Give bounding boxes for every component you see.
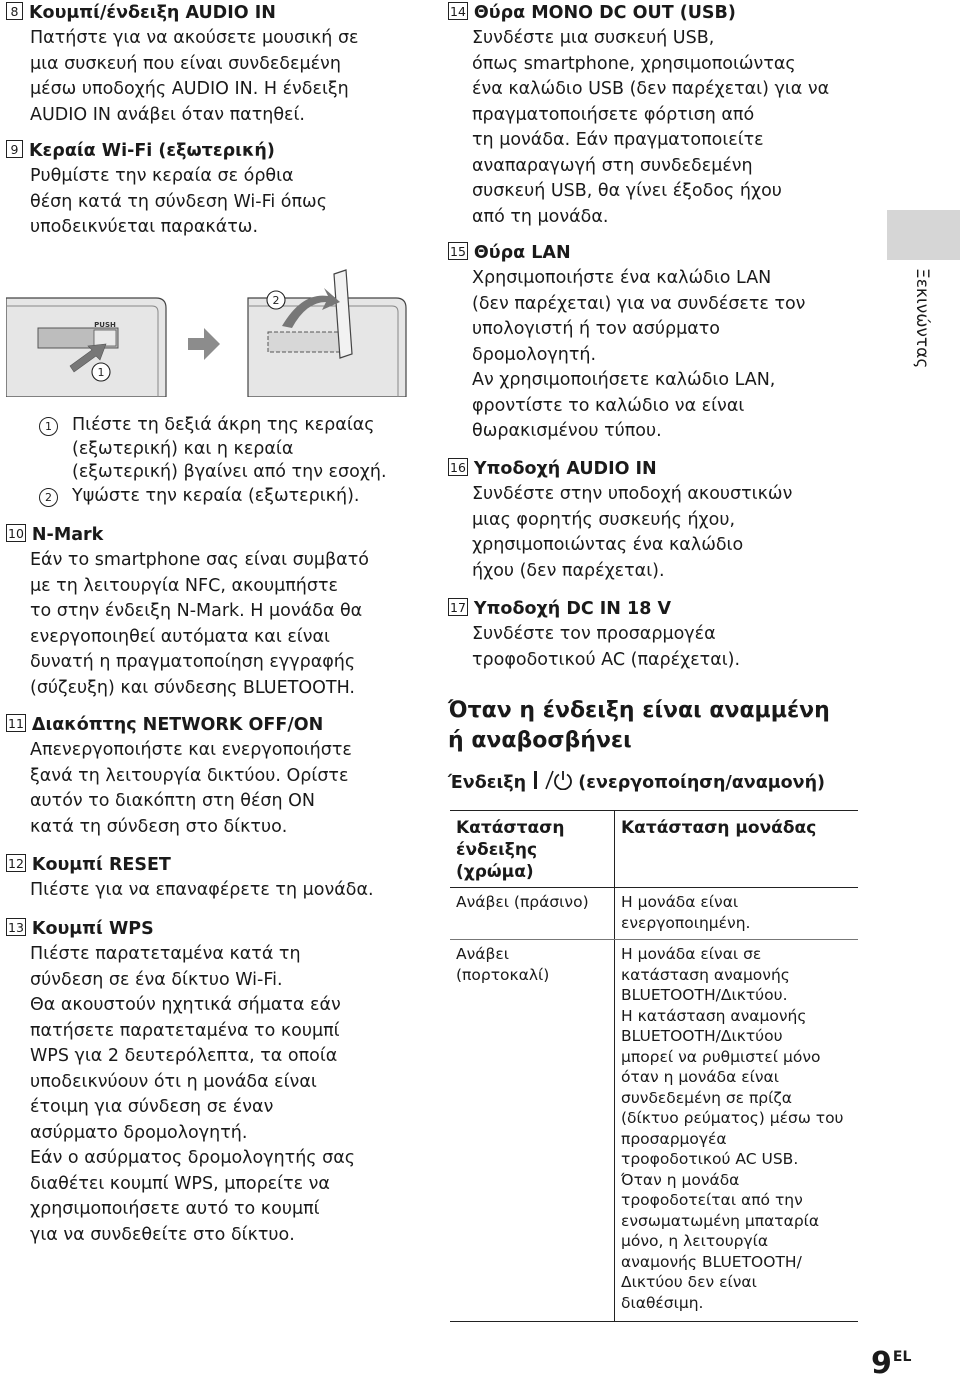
body-line: υπολογιστή ή τον ασύρματο	[472, 319, 720, 339]
item-body	[6, 878, 416, 904]
body-line: υποδεικνύεται παρακάτω.	[30, 217, 259, 237]
cell-line: κατάσταση αναμονής	[621, 965, 790, 984]
body-line: μια συσκευή που είναι συνδεδεμένη	[30, 53, 341, 74]
state-cell	[450, 940, 615, 1322]
header-line: (χρώμα)	[456, 862, 534, 882]
item-title: Κουμπί WPS	[31, 919, 154, 939]
cell-line: BLUETOOTH/Δικτύου.	[621, 986, 788, 1004]
body-line: έτοιμη για σύνδεση σε έναν	[30, 1097, 274, 1117]
item-number: 14	[450, 4, 466, 19]
page-number	[871, 1340, 911, 1381]
item-body	[6, 164, 416, 241]
cell-line: μπορεί να ρυθμιστεί μόνο	[621, 1047, 821, 1066]
item-title: Κουμπί RESET	[31, 855, 171, 875]
power-standby-icon	[532, 770, 572, 790]
body-line: με τη λειτουργία NFC, ακουμπήστε	[30, 575, 338, 596]
item-reset-button	[6, 852, 416, 904]
body-line: Πιέστε παρατεταμένα κατά τη	[30, 944, 301, 964]
item-body	[448, 622, 878, 673]
body-line: δυνατή η πραγματοποίηση εγγραφής	[30, 652, 356, 672]
item-title: Θύρα MONO DC OUT (USB)	[473, 3, 736, 23]
body-line: αυτόν το διακόπτη στη θέση ON	[30, 791, 316, 811]
item-wps-button	[6, 916, 416, 1248]
cell-line: Ανάβει	[456, 945, 509, 963]
cell-line: προσαρμογέα	[621, 1129, 727, 1148]
step-2	[30, 485, 387, 509]
body-line: μέσω υποδοχής AUDIO IN. Η ένδειξη	[30, 79, 349, 99]
item-title: Υποδοχή AUDIO IN	[473, 459, 657, 479]
body-line: το στην ένδειξη N-Mark. Η μονάδα θα	[30, 601, 363, 621]
body-line: Συνδέστε τον προσαρμογέα	[472, 624, 716, 644]
header-line: Κατάσταση	[456, 818, 565, 838]
callout-number: 2	[272, 294, 280, 307]
callout-number: 1	[97, 366, 105, 379]
cell-line: Όταν η μονάδα	[621, 1170, 740, 1189]
cell-line: ενσωματωμένη μπαταρία	[621, 1211, 820, 1230]
item-dc-in	[448, 596, 878, 673]
item-number: 13	[8, 920, 24, 935]
body-line: διαθέτει κουμπί WPS, μπορείτε να	[30, 1173, 330, 1194]
cell-line: τροφοδοτικού AC USB.	[621, 1150, 799, 1168]
antenna-steps	[30, 414, 387, 508]
item-number: 12	[8, 856, 24, 871]
item-number: 8	[6, 2, 23, 20]
header-indicator-state	[450, 811, 615, 888]
step-line: (εξωτερική) βγαίνει από την εσοχή.	[72, 462, 387, 482]
body-line: ήχου (δεν παρέχεται).	[472, 560, 665, 581]
body-line: ενεργοποιηθεί αυτόματα και είναι	[30, 626, 330, 647]
body-line: ασύρματο δρομολογητή.	[30, 1122, 248, 1143]
item-title: Θύρα LAN	[473, 243, 571, 263]
heading-line: Όταν η ένδειξη είναι αναμμένη	[448, 698, 830, 723]
table-row	[450, 940, 858, 1322]
description-cell	[615, 888, 859, 940]
cell-line: μόνο, η λειτουργία	[621, 1232, 769, 1250]
cell-line: όταν η μονάδα είναι	[621, 1068, 779, 1086]
body-line: Εάν ο ασύρματος δρομολογητής σας	[30, 1148, 356, 1168]
body-line: κατά τη σύνδεση στο δίκτυο.	[30, 816, 288, 837]
section-tab-text: Ξεκινώντας	[912, 268, 932, 369]
cell-line: (δίκτυο ρεύματος) μέσω του	[621, 1109, 844, 1127]
heading-line: ή αναβοσβήνει	[448, 728, 632, 753]
subheading-suffix: (ενεργοποίηση/αναμονή)	[572, 773, 826, 793]
item-body	[448, 26, 878, 230]
item-mono-dc-out	[448, 0, 878, 230]
item-body	[6, 942, 416, 1248]
push-label: PUSH	[94, 321, 116, 329]
cell-line: αναμονής BLUETOOTH/	[621, 1252, 802, 1271]
item-body	[6, 738, 416, 840]
item-n-mark	[6, 522, 416, 701]
body-line: (σύζευξη) και σύνδεσης BLUETOOTH.	[30, 677, 355, 698]
body-line: σύνδεση σε ένα δίκτυο Wi-Fi.	[30, 969, 283, 990]
description-cell	[615, 940, 859, 1322]
body-line: Πατήστε για να ακούσετε μουσική σε	[30, 28, 359, 48]
indicator-status-table	[450, 810, 858, 1322]
step-1	[30, 414, 387, 485]
item-title: Διακόπτης NETWORK OFF/ON	[31, 715, 324, 735]
body-line: υποδεικνύουν ότι η μονάδα είναι	[30, 1071, 317, 1092]
body-line: δρομολογητή.	[472, 344, 597, 365]
body-line: Ρυθμίστε την κεραία σε όρθια	[30, 166, 294, 186]
step-line: Πιέστε τη δεξιά άκρη της κεραίας	[72, 415, 375, 435]
push-tab	[94, 330, 116, 346]
cell-line: Δικτύου δεν είναι	[621, 1273, 757, 1291]
header-line: Κατάσταση μονάδας	[621, 818, 817, 838]
body-line: Πιέστε για να επαναφέρετε τη μονάδα.	[30, 880, 374, 900]
item-body	[6, 548, 416, 701]
step-line: (εξωτερική) και η κεραία	[72, 438, 294, 459]
cell-line: ενεργοποιημένη.	[621, 913, 751, 932]
body-line: πατήσετε παρατεταμένα το κουμπί	[30, 1020, 340, 1041]
unit-front-panel	[6, 298, 166, 397]
body-line: θωρακισμένου τύπου.	[472, 421, 662, 441]
body-line: πραγματοποιήσετε φόρτιση από	[472, 104, 755, 125]
cell-line: Η κατάσταση αναμονής	[621, 1006, 807, 1025]
item-body	[448, 482, 878, 584]
body-line: Χρησιμοποιήστε ένα καλώδιο LAN	[472, 268, 772, 288]
table-row	[450, 888, 858, 940]
item-number: 11	[8, 716, 24, 731]
item-number: 15	[450, 244, 466, 259]
body-line: (δεν παρέχεται) για να συνδέσετε τον	[472, 293, 806, 314]
empty-antenna-slot	[268, 332, 348, 352]
step-number: 2	[39, 488, 58, 507]
state-cell	[450, 888, 615, 940]
header-line: ένδειξης	[456, 840, 538, 860]
body-line: ένα καλώδιο USB (δεν παρέχεται) για να	[472, 79, 830, 99]
body-line: AUDIO IN ανάβει όταν πατηθεί.	[30, 104, 305, 125]
body-line: για να συνδεθείτε στο δίκτυο.	[30, 1224, 295, 1245]
cell-line: Ανάβει (πράσινο)	[456, 893, 589, 911]
item-audio-in-button	[6, 0, 416, 128]
item-body	[6, 26, 416, 128]
body-line: Εάν το smartphone σας είναι συμβατό	[30, 550, 369, 570]
item-number: 16	[450, 460, 466, 475]
item-number: 17	[450, 600, 466, 615]
antenna-illustration	[6, 262, 412, 397]
subheading	[448, 770, 825, 796]
item-wifi-antenna	[6, 138, 416, 241]
body-line: τροφοδοτικού AC (παρέχεται).	[472, 649, 741, 670]
cell-line: Η μονάδα είναι	[621, 893, 739, 911]
body-line: όπως smartphone, χρησιμοποιώντας	[472, 53, 796, 74]
cell-line: διαθέσιμη.	[621, 1293, 704, 1312]
item-lan-port	[448, 240, 878, 445]
step-line: Υψώστε την κεραία (εξωτερική).	[72, 485, 360, 506]
item-network-switch	[6, 712, 416, 840]
body-line: Συνδέστε μια συσκευή USB,	[472, 28, 715, 48]
cell-line: τροφοδοτείται από την	[621, 1191, 803, 1209]
unit-raised-antenna	[248, 270, 406, 397]
body-line: τη μονάδα. Εάν πραγματοποιείτε	[472, 130, 764, 150]
body-line: Θα ακουστούν ηχητικά σήματα εάν	[30, 995, 341, 1015]
page-number-value: 9	[871, 1346, 892, 1381]
table-header-row	[450, 811, 858, 888]
body-line: μιας φορητής συσκευής ήχου,	[472, 509, 736, 530]
body-line: φροντίστε το καλώδιο να είναι	[472, 395, 745, 416]
section-tab-label	[888, 268, 958, 378]
body-line: αναπαραγωγή στη συνδεδεμένη	[472, 155, 753, 176]
body-line: ξανά τη λειτουργία δικτύου. Ορίστε	[30, 765, 349, 786]
section-tab	[887, 210, 960, 260]
cell-line: συνδεδεμένη σε πρίζα	[621, 1088, 793, 1107]
header-unit-state	[615, 811, 859, 888]
body-line: Αν χρησιμοποιήσετε καλώδιο LAN,	[472, 370, 776, 390]
item-body	[448, 266, 878, 445]
item-number: 10	[8, 526, 24, 541]
item-title: Υποδοχή DC IN 18 V	[473, 599, 672, 619]
item-audio-in-jack	[448, 456, 878, 584]
item-title: Κεραία Wi-Fi (εξωτερική)	[29, 141, 275, 161]
body-line: WPS για 2 δευτερόλεπτα, τα οποία	[30, 1046, 338, 1066]
subheading-prefix: Ένδειξη	[448, 773, 533, 793]
body-line: από τη μονάδα.	[472, 206, 609, 227]
body-line: χρησιμοποιώντας ένα καλώδιο	[472, 535, 744, 555]
body-line: Συνδέστε στην υποδοχή ακουστικών	[472, 484, 793, 504]
page-language-code: EL	[892, 1349, 912, 1365]
right-arrow-icon	[188, 328, 220, 360]
body-line: συσκευή USB, θα γίνει έξοδος ήχου	[472, 181, 782, 201]
cell-line: Η μονάδα είναι σε	[621, 945, 762, 963]
body-line: Απενεργοποιήστε και ενεργοποιήστε	[30, 740, 352, 760]
item-title: Κουμπί/ένδειξη AUDIO IN	[29, 3, 276, 23]
section-heading	[448, 696, 830, 756]
item-title: N-Mark	[31, 525, 104, 545]
body-line: χρησιμοποιήσετε αυτό το κουμπί	[30, 1199, 320, 1219]
item-number: 9	[6, 140, 23, 158]
body-line: θέση κατά τη σύνδεση Wi-Fi όπως	[30, 191, 327, 212]
cell-line: (πορτοκαλί)	[456, 965, 550, 984]
cell-line: BLUETOOTH/Δικτύου	[621, 1027, 783, 1045]
step-number: 1	[39, 417, 58, 436]
